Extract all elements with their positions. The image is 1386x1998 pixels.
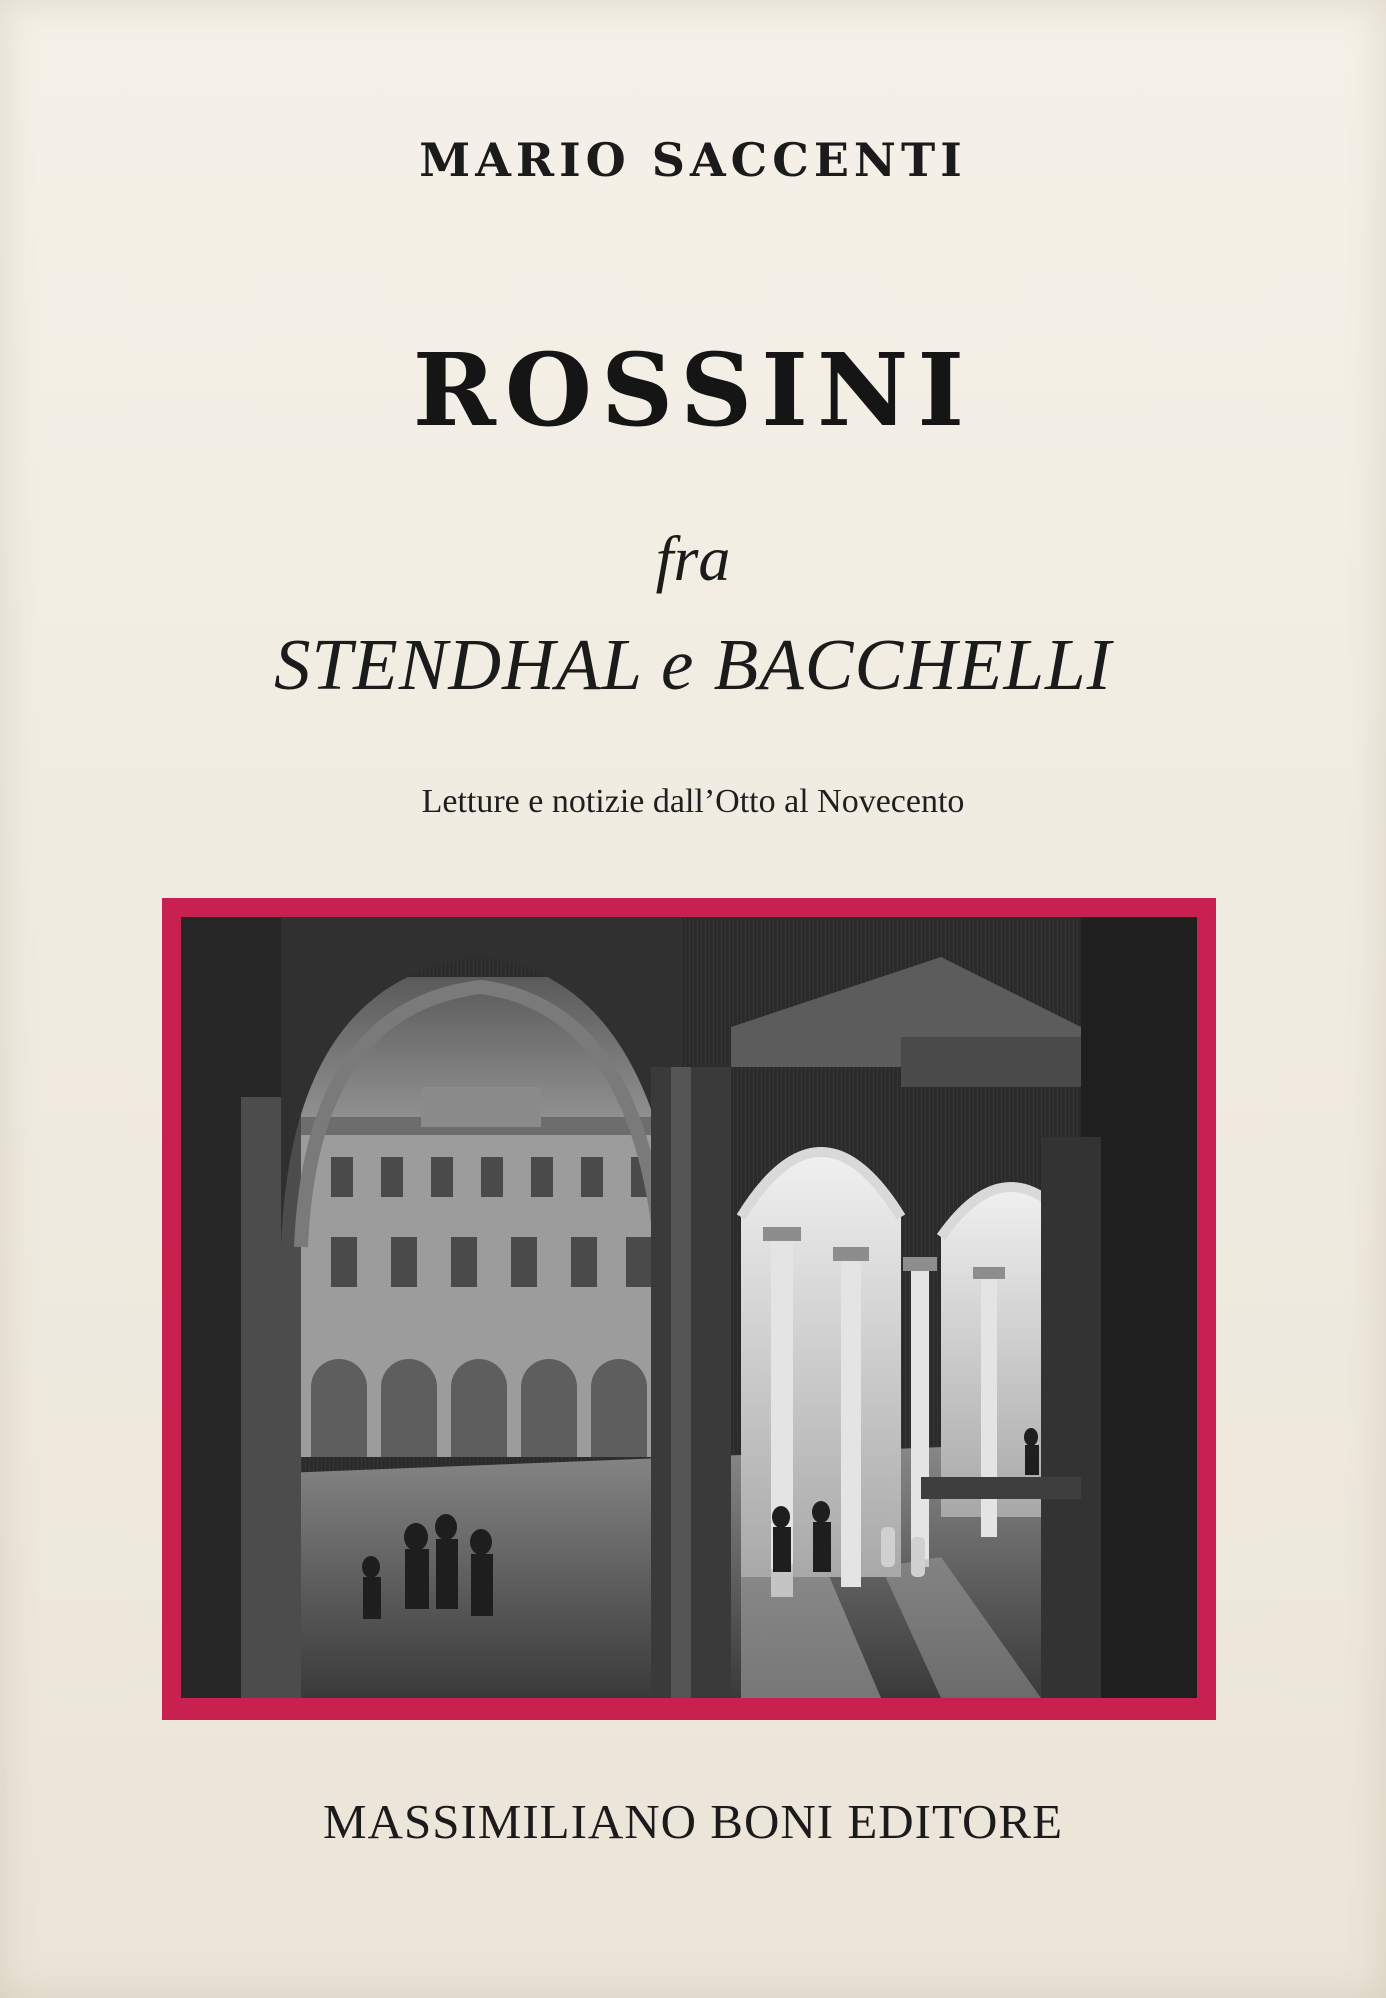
book-subtitle: STENDHAL e BACCHELLI bbox=[274, 624, 1112, 705]
author-name: MARIO SACCENTI bbox=[419, 133, 967, 187]
engraving-illustration bbox=[181, 917, 1197, 1698]
book-tagline: Letture e notizie dall’Otto al Novecento bbox=[421, 783, 965, 820]
publisher-name: MASSIMILIANO BONI EDITORE bbox=[322, 1794, 1064, 1849]
book-title: ROSSINI bbox=[412, 331, 974, 449]
title-connector: fra bbox=[655, 523, 731, 594]
illustration-frame bbox=[162, 898, 1216, 1720]
